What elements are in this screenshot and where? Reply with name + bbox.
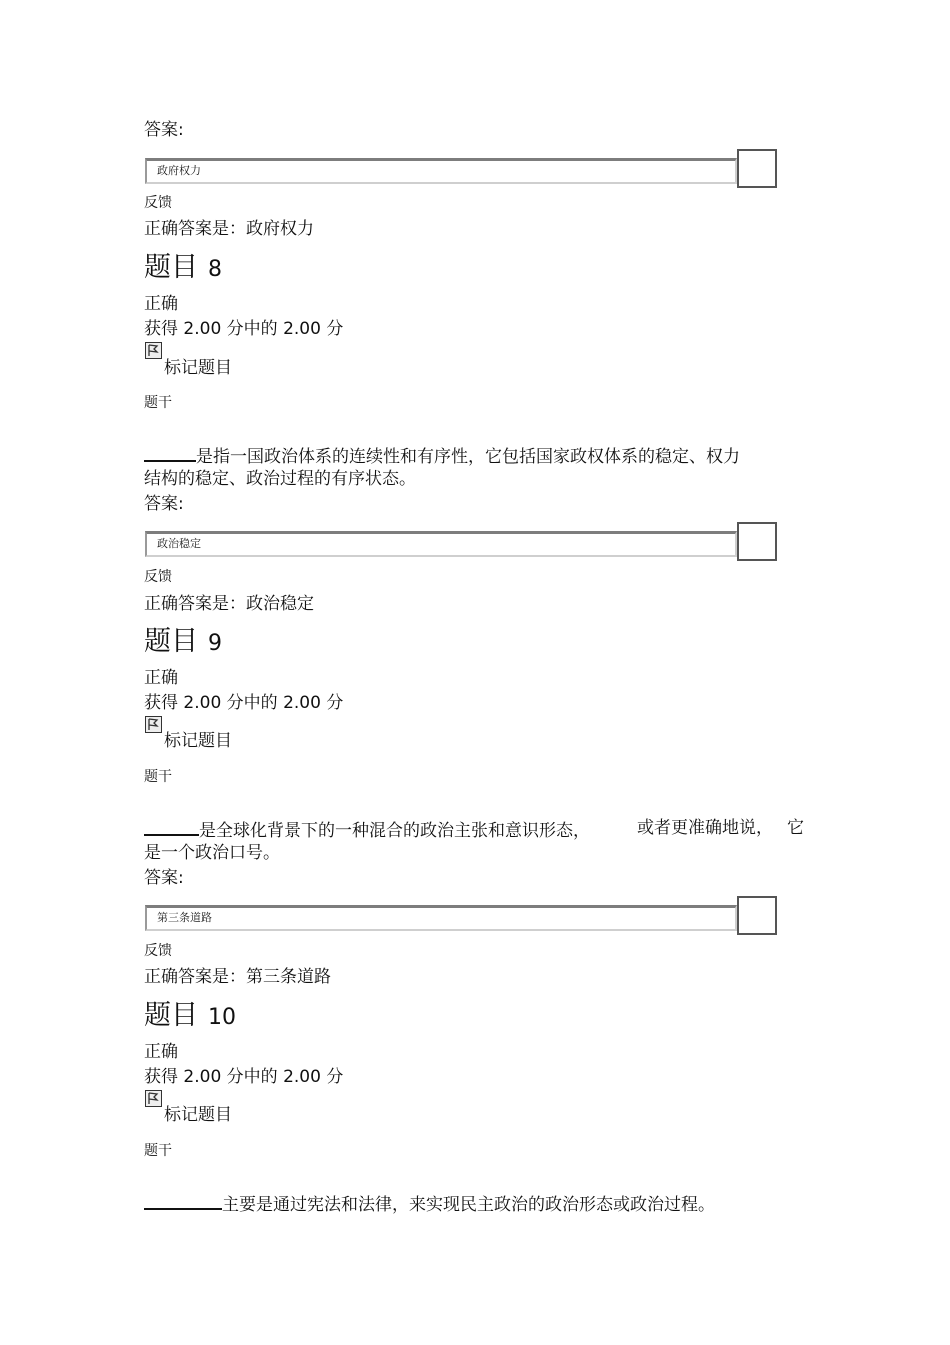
correct-answer-text: 正确答案是：第三条道路 (144, 967, 331, 987)
question-title-word: 题目 (144, 626, 198, 657)
question-stem-line (144, 444, 740, 467)
answer-label: 答案: (144, 494, 184, 514)
stem-text: 是全球化背景下的一种混合的政治主张和意识形态， (199, 821, 590, 841)
correct-answer-text: 正确答案是：政治稳定 (144, 594, 314, 614)
stem-text: 是指一国政治体系的连续性和有序性，它包括国家政权体系的稳定、权力 (196, 447, 740, 467)
question-title (144, 253, 222, 285)
question-status: 正确 (144, 668, 178, 688)
stem-label: 题干 (144, 1143, 172, 1159)
answer-value: 政府权力 (157, 164, 201, 177)
answer-value: 第三条道路 (157, 911, 212, 924)
question-title-word: 题目 (144, 1000, 198, 1031)
answer-input[interactable] (145, 531, 737, 557)
stem-label: 题干 (144, 769, 172, 785)
flag-icon[interactable] (145, 1090, 162, 1107)
question-score: 获得 2.00 分中的 2.00 分 (144, 1067, 344, 1087)
stem-label: 题干 (144, 395, 172, 411)
stem-text: 它 (787, 818, 804, 838)
answer-check-box[interactable] (737, 522, 777, 561)
answer-label: 答案: (144, 120, 184, 140)
flag-question-link[interactable]: 标记题目 (164, 731, 232, 751)
question-number: 9 (208, 631, 222, 656)
question-status: 正确 (144, 294, 178, 314)
question-number: 8 (208, 257, 222, 282)
feedback-label: 反馈 (144, 195, 172, 211)
question-title (144, 627, 222, 659)
flag-icon[interactable] (145, 342, 162, 359)
correct-answer-text: 正确答案是：政府权力 (144, 219, 314, 239)
question-score: 获得 2.00 分中的 2.00 分 (144, 319, 344, 339)
answer-input[interactable] (145, 158, 737, 184)
stem-text: 主要是通过宪法和法律，来实现民主政治的政治形态或政治过程。 (222, 1195, 715, 1215)
flag-question-link[interactable]: 标记题目 (164, 358, 232, 378)
question-stem-line: 是一个政治口号。 (144, 843, 280, 863)
answer-check-box[interactable] (737, 149, 777, 188)
fill-blank (144, 1192, 222, 1210)
flag-question-link[interactable]: 标记题目 (164, 1105, 232, 1125)
answer-input[interactable] (145, 905, 737, 931)
question-title-word: 题目 (144, 252, 198, 283)
answer-check-box[interactable] (737, 896, 777, 935)
feedback-label: 反馈 (144, 943, 172, 959)
answer-label: 答案: (144, 868, 184, 888)
flag-icon[interactable] (145, 716, 162, 733)
question-stem-line (144, 818, 590, 841)
question-title (144, 1001, 236, 1033)
stem-text: 或者更准确地说， (637, 818, 773, 838)
feedback-label: 反馈 (144, 569, 172, 585)
question-status: 正确 (144, 1042, 178, 1062)
fill-blank (144, 444, 196, 462)
question-stem-line (144, 1192, 715, 1215)
question-number: 10 (208, 1005, 236, 1030)
question-stem-line: 结构的稳定、政治过程的有序状态。 (144, 469, 416, 489)
fill-blank (144, 818, 199, 836)
answer-value: 政治稳定 (157, 537, 201, 550)
question-score: 获得 2.00 分中的 2.00 分 (144, 693, 344, 713)
